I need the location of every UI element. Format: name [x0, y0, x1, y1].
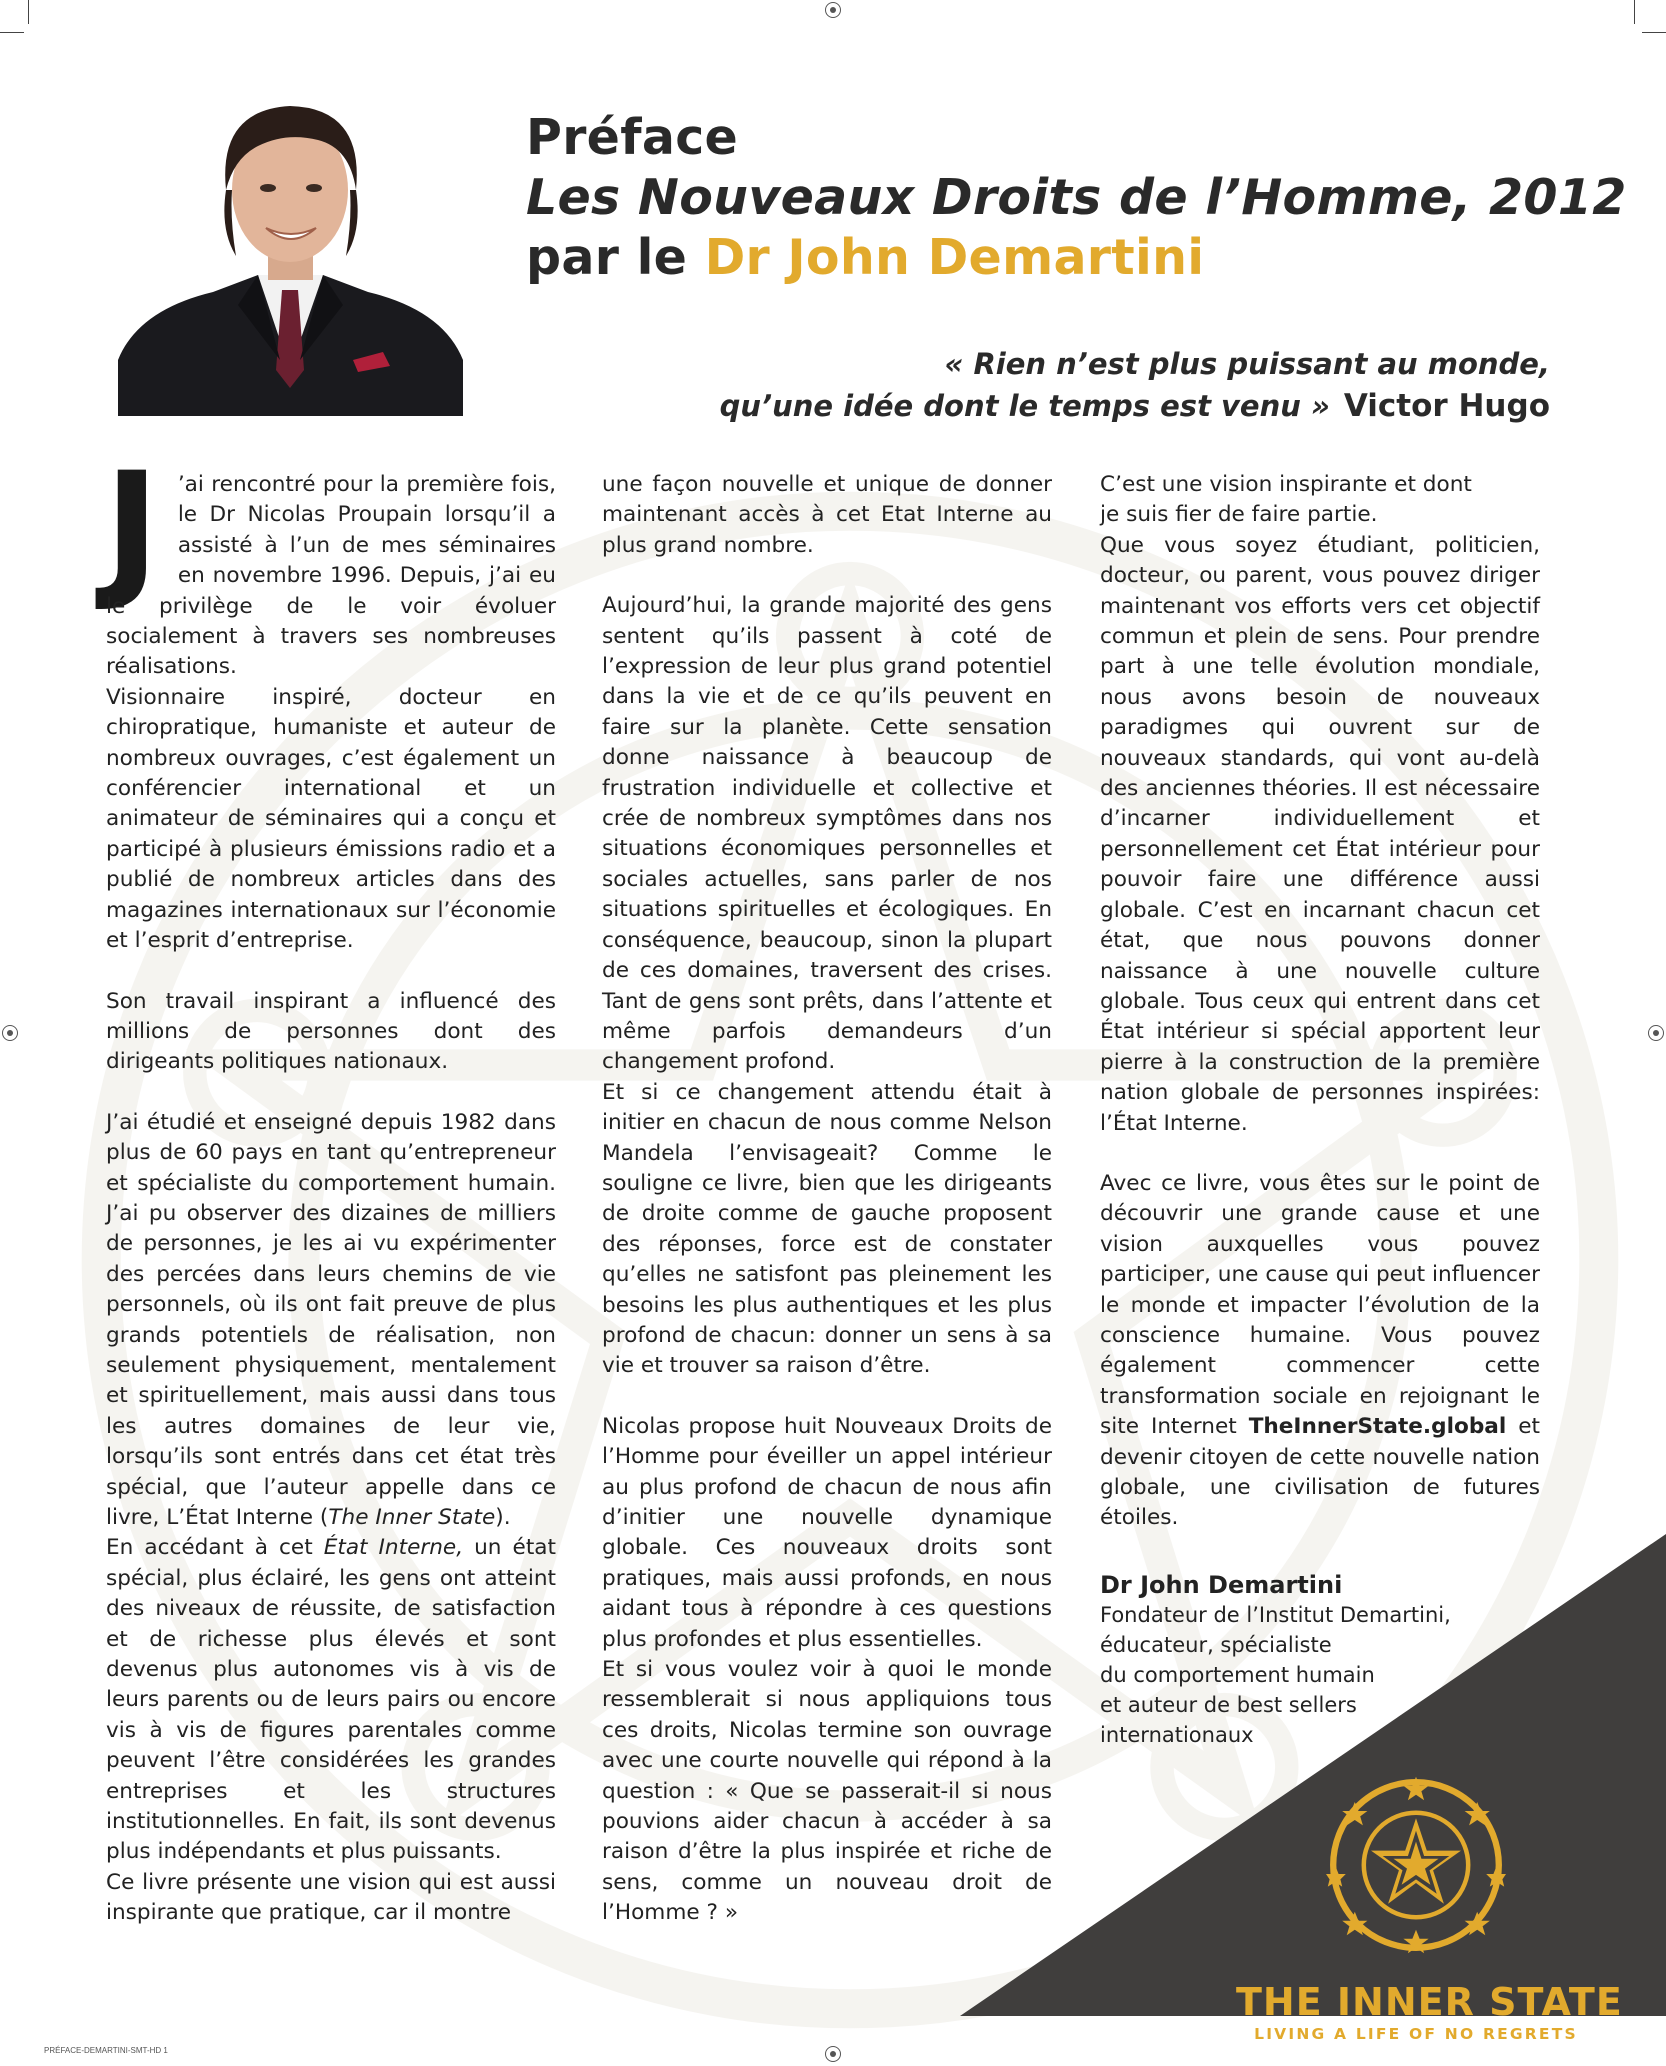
brand-name: THE INNER STATE: [1236, 1980, 1623, 2024]
paragraph: Et si vous voulez voir à quoi le monde ressemblerait si nous appliquions tous ces droits, Nicolas termine son ouvrage avec une courte nouvelle qui répond à la question : « Que se passerait-il si nous pouvions aider chacun à accéder à sa raison d’être la plus inspirée et riche de sens, comme un nouveau droit de l’Homme ? »: [602, 1657, 1052, 1926]
drop-cap: J: [104, 441, 160, 615]
quote-author: Victor Hugo: [1343, 388, 1550, 424]
star-circle-emblem-icon: [1326, 1775, 1506, 1955]
brand-logo: [1236, 1775, 1623, 2043]
signature-block: [1100, 1570, 1540, 1750]
quote-line-2: qu’une idée dont le temps est venu »: [719, 389, 1330, 423]
paragraph: Son travail inspirant a influencé des millions de personnes dont des dirigeants politiques nationaux.: [106, 988, 556, 1075]
signature-title-line: Fondateur de l’Institut Demartini,: [1100, 1603, 1451, 1628]
signature-title-line: éducateur, spécialiste: [1100, 1633, 1332, 1658]
signature-title-line: du comportement humain: [1100, 1663, 1375, 1688]
brand-tagline: LIVING A LIFE OF NO REGRETS: [1254, 2025, 1578, 2043]
signature-name: Dr John Demartini: [1100, 1570, 1343, 1599]
paragraph: J ’ai rencontré pour la première fois, le Dr Nicolas Proupain lorsqu’il a assisté à l’un de mes séminaires en novembre 1996. Depuis, j’ai eu le privilège de le voir évoluer socialement à travers ses nombreuses réalisations.: [104, 441, 556, 680]
page-title: Préface: [526, 109, 739, 166]
paragraph: Nicolas propose huit Nouveaux Droits de l’Homme pour éveiller un appel intérieur au plus profond de chacun de nous afin d’initier une nouvelle dynamique globale. Ces nouveaux droits sont pratiques, mais aussi profonds, en nous aidant tous à répondre à ces questions plus profondes et plus essentielles.: [602, 1413, 1052, 1652]
paragraph: Aujourd’hui, la grande majorité des gens sentent qu’ils passent à coté de l’expression de leur plus grand potentiel dans la vie et de ce qu’ils peuvent en faire sur la planète. Cette sensation donne naissance à beaucoup de frustration individuelle et collective et crée de nombreux symptômes dans nos situations économiques personnelles et sociales actuelles, sans parler de nos situations spirituelles et écologiques. En conséquence, beaucoup, sinon la plupart de ces domaines, traversent des crises. Tant de gens sont prêts, dans l’attente et même parfois demandeurs d’un changement profond.: [602, 593, 1052, 1075]
footer-file-slug: PRÉFACE-DEMARTINI-SMT-HD 1: [44, 2046, 168, 2055]
paragraph: C’est une vision inspirante et dont je suis fier de faire partie.: [1100, 472, 1472, 528]
text-column-3: [1100, 470, 1540, 1750]
paragraph: une façon nouvelle et unique de donner maintenant accès à cet Etat Interne au plus grand nombre.: [602, 472, 1052, 558]
paragraph: En accédant à cet État Interne, un état spécial, plus éclairé, les gens ont atteint des niveaux de réussite, de satisfaction et de richesse plus élevés et sont devenus plus autonomes vis à vis de leurs parents ou de leurs pairs ou encore vis à vis de figures parentales comme peuvent l’être considérées les grandes entreprises et les structures institutionnelles. En fait, ils sont devenus plus indépendants et plus puissants.: [106, 1535, 556, 1865]
byline-prefix: par le: [526, 229, 688, 286]
book-subtitle: Les Nouveaux Droits de l’Homme, 2012: [526, 169, 1627, 226]
quote-line-1: « Rien n’est plus puissant au monde,: [944, 347, 1550, 381]
paragraph: Et si ce changement attendu était à initier en chacun de nous comme Nelson Mandela l’envisageait? Comme le souligne ce livre, bien que les dirigeants de droite comme de gauche proposent des réponses, force est de constater qu’elles ne satisfont pas pleinement les besoins les plus authentiques et les plus profond de chacun: donner un sens à sa vie et trouver sa raison d’être.: [602, 1079, 1052, 1379]
byline-author: Dr John Demartini: [704, 229, 1205, 286]
paragraph: J’ai étudié et enseigné depuis 1982 dans plus de 60 pays en tant qu’entrepreneur et spécialiste du comportement humain. J’ai pu observer des dizaines de milliers de personnes, je les ai vu expérimenter des percées dans leurs chemins de vie personnels, où ils ont fait preuve de plus grands potentiels de réalisation, non seulement physiquement, mentalement et spirituellement, mais aussi dans tous les autres domaines de leur vie, lorsqu’ils sont entrés dans cet état très spécial, que l’auteur appelle dans ce livre, L’État Interne (The Inner State).: [106, 1109, 556, 1530]
signature-title-line: internationaux: [1100, 1723, 1254, 1748]
paragraph: Visionnaire inspiré, docteur en chiropratique, humaniste et auteur de nombreux ouvrages, c’est également un conférencier international et un animateur de séminaires qui a conçu et participé à plusieurs émissions radio et a publié de nombreux articles dans des magazines internationaux sur l’économie et l’esprit d’entreprise.: [106, 684, 556, 954]
paragraph: Ce livre présente une vision qui est aussi inspirante que pratique, car il montre: [106, 1869, 556, 1926]
paragraph: Que vous soyez étudiant, politicien, docteur, ou parent, vous pouvez diriger maintenant vos efforts vers cet objectif commun et plein de sens. Pour prendre part à une telle évolution mondiale, nous avons besoin de nouveaux paradigmes qui ouvrent sur de nouveaux standards, qui vont au-delà des anciennes théories. Il est nécessaire d’incarner individuellement et personnellement cet État intérieur pour pouvoir faire une différence aussi globale. C’est en incarnant chacun cet état, que nous pouvons donner naissance à une nouvelle culture globale. Tous ceux qui entrent dans cet État intérieur si spécial apportent leur pierre à la construction de la première nation globale de personnes inspirées: l’État Interne.: [1100, 532, 1540, 1136]
paragraph: Avec ce livre, vous êtes sur le point de découvrir une grande cause et une vision auxquelles vous pouvez participer, une cause qui peut influencer le monde et impacter l’évolution de la conscience humaine. Vous pouvez également commencer cette transformation sociale en rejoignant le site Internet TheInnerState.global et devenir citoyen de cette nouvelle nation globale, une civilisation de futures étoiles.: [1100, 1170, 1540, 1531]
signature-title-line: et auteur de best sellers: [1100, 1693, 1357, 1718]
